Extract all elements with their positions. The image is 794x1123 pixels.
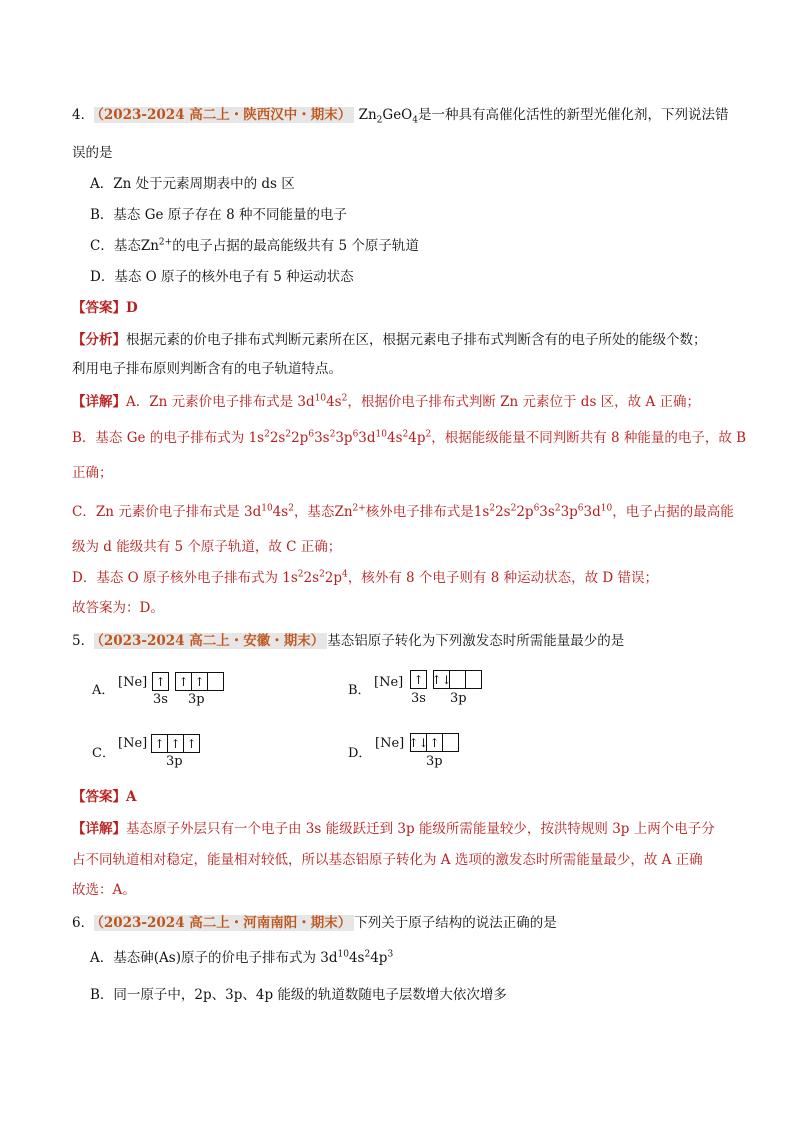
q4-number: 4．: [72, 107, 95, 123]
q4-stem: 4． （2023-2024 高二上・陕西汉中・期末） $Zn_2GeO_4$是一种具有高催化活性的新型光催化剂，下列说法错: [72, 107, 729, 126]
q4-option-c: C．基态$Zn^{2+}$的电子占据的最高能级共有 5 个原子轨道: [90, 237, 419, 254]
q5-stem: 5． （2023-2024 高二上・安徽・期末） 基态铝原子转化为下列激发态时所需能量最少的是: [72, 633, 625, 649]
q4-detail-c-line2: 级为 d 能级共有 5 个原子轨道，故 C 正确；: [72, 539, 342, 555]
q5-detail-line2: 占不同轨道相对稳定，能量相对较低，所以基态铝原子转化为 A 选项的激发态时所需能量最少，故 A 正确: [72, 852, 703, 868]
q5-detail: 【详解】基态原子外层只有一个电子由 3s 能级跃迁到 3p 能级所需能量较少，按洪特规则 3p 上两个电子分: [72, 821, 715, 837]
orbital-boxes: ↑ ↑ ↑: [152, 734, 200, 753]
q4-detail-b: B．基态 Ge 的电子排布式为 $1s^22s^22p^63s^23p^63d^{10}4s^24p^2$，根据能级能量不同判断共有 8 种能量的电子，故 B: [72, 429, 747, 446]
q5-source: （2023-2024 高二上・安徽・期末）: [94, 633, 327, 649]
q5-answer: 【答案】A: [72, 789, 137, 805]
q4-detail-a: 【详解】A．Zn 元素价电子排布式是 $3d^{10}4s^2$，根据价电子排布式判断 Zn 元素位于 ds 区，故 A 正确；: [72, 393, 701, 410]
q6-stem: 6． （2023-2024 高二上・河南南阳・期末） 下列关于原子结构的说法正确的是: [72, 915, 557, 931]
q4-analysis-line2: 利用电子排布原则判断含有的电子轨道特点。: [72, 361, 342, 377]
orbital-boxes: ↑↓ ↑: [411, 733, 459, 752]
q4-option-a: A．Zn 处于元素周期表中的 ds 区: [90, 176, 295, 192]
q4-stem-line2: 误的是: [72, 145, 113, 161]
q4-source: （2023-2024 高二上・陕西汉中・期末）: [94, 107, 354, 123]
q4-detail-c: C．Zn 元素价电子排布式是 $3d^{10}4s^2$，基态$Zn^{2+}$核外电子排布式是$1s^22s^22p^63s^23p^63d^{10}$，电子占据的最高能: [72, 503, 734, 520]
q6-option-b: B．同一原子中，2p、3p、4p 能级的轨道数随电子层数增大依次增多: [90, 987, 507, 1003]
q4-option-d: D．基态 O 原子的核外电子有 5 种运动状态: [90, 269, 354, 285]
q4-analysis: 【分析】根据元素的价电子排布式判断元素所在区，根据元素电子排布式判断含有的电子所处的能级个数；: [72, 332, 707, 348]
q4-detail-d: D．基态 O 原子核外电子排布式为 $1s^22s^22p^4$，核外有 8 个电子则有 8 种运动状态，故 D 错误；: [72, 569, 659, 586]
q4-detail-b-line2: 正确；: [72, 465, 113, 481]
q4-conclusion: 故答案为：D。: [72, 600, 164, 616]
q5-conclusion: 故选：A。: [72, 882, 136, 898]
q4-answer: 【答案】D: [72, 300, 138, 316]
q6-source: （2023-2024 高二上・河南南阳・期末）: [94, 915, 354, 931]
orbital-boxes: ↑ ↑ ↑: [153, 672, 224, 691]
orbital-boxes: ↑ ↑↓: [411, 670, 482, 689]
q4-option-b: B．基态 Ge 原子存在 8 种不同能量的电子: [90, 207, 347, 223]
q6-option-a: A．基态砷(As)原子的价电子排布式为 $3d^{10}4s^24p^3$: [90, 949, 394, 966]
